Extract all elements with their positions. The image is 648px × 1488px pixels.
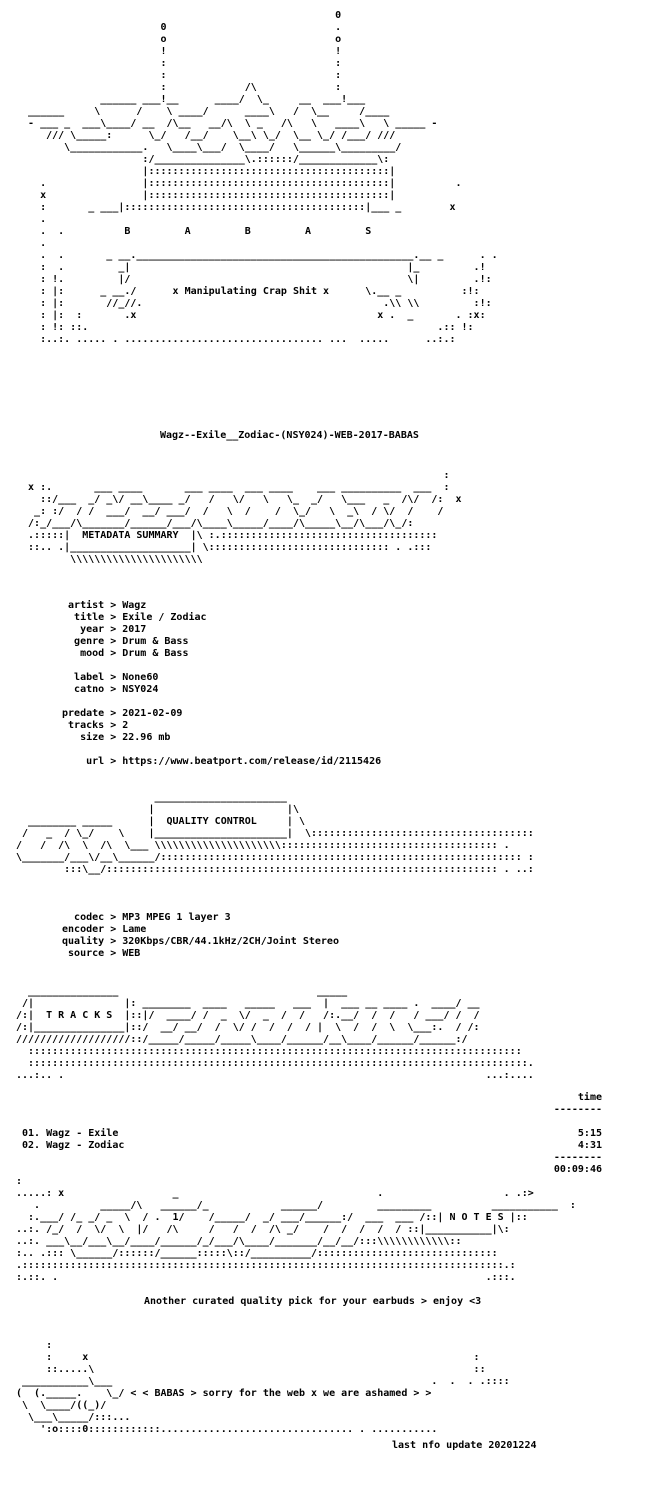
metadata-value: None60	[122, 672, 159, 683]
ascii-art-line: o o	[16, 34, 342, 45]
separator: >	[104, 684, 123, 695]
ascii-art-line: _: :/ / / ___/ __/ ___/ / \ / / \_/ \ _\ / \/ / /	[16, 506, 444, 517]
ascii-art-line: .....: x _ . . .:>	[16, 1188, 534, 1199]
ascii-art-line: \_______/___\/__\______/:::::::::::::::::::::::::::::::::::::::::::::::::::::::::::: :	[16, 852, 534, 863]
ascii-art-line: ______ \ / \ ____/ ____\ / \__ /____	[16, 106, 390, 117]
ascii-art-line: | |\	[16, 804, 299, 815]
ascii-art-line: : |: : .x x . _ . :x:	[16, 310, 486, 321]
separator: >	[104, 600, 123, 611]
metadata-key: catno	[56, 684, 105, 695]
track-title: Wagz - Zodiac	[46, 1140, 125, 1151]
metadata-key: quality	[56, 936, 105, 947]
track-list	[22, 1092, 602, 1176]
divider: --------	[553, 1152, 602, 1163]
ascii-art-line: :.___/ /_ _/ _ \ / . 1/ /_____/ _/ ___/______:/ ___ ___ /::| N O T E S |::	[16, 1212, 528, 1223]
separator: >	[104, 636, 123, 647]
metadata-key: predate	[56, 708, 105, 719]
metadata-value: 2	[122, 720, 129, 731]
metadata-row	[56, 600, 381, 612]
footer-ascii-art	[16, 1340, 510, 1436]
ascii-art-line: ':o::::0::::::::::::................................ . ...........	[16, 1424, 438, 1435]
metadata-key: source	[56, 948, 105, 959]
track-time: 4:31	[577, 1140, 602, 1151]
ascii-art-line: . _____/\ ______/_ ______/ _________ ___________ :	[16, 1200, 576, 1211]
ascii-art-line: ___________\___ . . . .::::	[16, 1376, 510, 1387]
metadata-key: artist	[56, 600, 105, 611]
separator: >	[104, 648, 123, 659]
metadata-row	[56, 672, 381, 684]
metadata-key: mood	[56, 648, 105, 659]
metadata-value: https://www.beatport.com/release/id/2115426	[122, 756, 382, 767]
separator: >	[104, 732, 123, 743]
ascii-art-line: 0 .	[16, 22, 342, 33]
separator: >	[104, 948, 123, 959]
ascii-art-line: ( (._____. \_/ < < BABAS > sorry for the web x we are ashamed > >	[16, 1388, 432, 1399]
ascii-art-line: /// \_____: \_/ /__/ \__\ \_/ \__ \_/ /___/ ///	[16, 130, 396, 141]
ascii-art-line: \____________. \____\___/ \____/ \______\_________/	[16, 142, 402, 153]
metadata-row	[56, 912, 339, 924]
divider: --------	[553, 1104, 602, 1115]
ascii-art-line: ..:. /_/ / \/ \ |/ /\ / / / /\ _/ / / / / / ::|___________|\:	[16, 1224, 510, 1235]
ascii-art-line: \\\\\\\\\\\\\\\\\\\\\\	[16, 554, 203, 565]
tracks-banner	[16, 986, 534, 1082]
ascii-art-line: x |::::::::::::::::::::::::::::::::::::::::|	[16, 190, 396, 201]
track-row	[22, 1128, 602, 1140]
ascii-art-line: 0	[16, 10, 342, 21]
separator: >	[104, 612, 123, 623]
metadata-value: MP3 MPEG 1 layer 3	[122, 912, 231, 923]
separator: >	[104, 624, 123, 635]
metadata-row	[56, 708, 381, 720]
notes-banner	[16, 1176, 576, 1284]
ascii-art-line: ______________________	[16, 792, 287, 803]
metadata-row	[56, 732, 381, 744]
ascii-art-line: :..:. ..... . ................................. ... ..... ..:.:	[16, 334, 456, 345]
track-number: 01.	[22, 1128, 41, 1139]
metadata-value: 22.96 mb	[122, 732, 171, 743]
metadata-row	[56, 756, 381, 768]
metadata-row	[56, 936, 339, 948]
metadata-value: Drum & Bass	[122, 636, 189, 647]
separator: >	[104, 924, 123, 935]
ascii-art-line: ///////////////////::/_____/_____/_____\____/______/__\____/______/______:/	[16, 1034, 468, 1045]
metadata-value: 320Kbps/CBR/44.1kHz/2CH/Joint Stereo	[122, 936, 339, 947]
metadata-key: codec	[56, 912, 105, 923]
metadata-row	[56, 948, 339, 960]
metadata-value: Wagz	[122, 600, 147, 611]
ascii-art-line: \ \____/((_)/	[16, 1400, 107, 1411]
ascii-art-line: ______ ___!__ ____/ \_ __ ___!___	[16, 94, 366, 105]
track-row	[22, 1140, 602, 1152]
ascii-art-line: : :	[16, 70, 342, 81]
ascii-art-line: :.. .::: \______/::::::/______:::::\::/__________/::::::::::::::::::::::::::::::	[16, 1248, 498, 1259]
ascii-art-line: :	[16, 1176, 23, 1187]
ascii-art-line: : x :	[16, 1352, 480, 1363]
metadata-key: tracks	[56, 720, 105, 731]
total-time: 00:09:46	[553, 1164, 602, 1175]
ascii-art-line: ::.. .|____________________| \:::::::::::::::::::::::::::::: . .:::	[16, 542, 432, 553]
ascii-art-line: \___\_____/:::...	[16, 1412, 131, 1423]
track-time: 5:15	[577, 1128, 602, 1139]
ascii-art-line: : !. |/ \| .!:	[16, 274, 492, 285]
separator: >	[104, 720, 123, 731]
metadata-row	[56, 648, 381, 660]
ascii-art-line: : |: //_//. .\\ \\ :!:	[16, 298, 492, 309]
ascii-art-line: /:|_______________|::/ __/ __/ / \/ / / / / | \ / / \ \___:. / /:	[16, 1022, 480, 1033]
metadata-row	[56, 924, 339, 936]
spacer	[56, 744, 381, 756]
ascii-art-line: : !: ::. .:: !:	[16, 322, 474, 333]
ascii-art-line: .:::::| METADATA SUMMARY |\ :.::::::::::::::::::::::::::::::::::::	[16, 530, 438, 541]
metadata-key: size	[56, 732, 105, 743]
metadata-row	[56, 624, 381, 636]
ascii-art-line: ! !	[16, 46, 342, 57]
ascii-art-line: :/_______________\.::::::/_____________\:	[16, 154, 390, 165]
ascii-art-line: ..:. ___\__/___\__/____/______/_/___/\____/_______/__/__/:::\\\\\\\\\\\\::	[16, 1236, 462, 1247]
ascii-art-line: :.::. . .:::.	[16, 1272, 516, 1283]
ascii-art-line: /:_/___/\_______/______/___/\____\_____/____/\_____\__/\___/\_/:	[16, 518, 414, 529]
ascii-art-line: : . _| |_ .!	[16, 262, 486, 273]
metadata-value: NSY024	[122, 684, 159, 695]
metadata-value: 2021-02-09	[122, 708, 183, 719]
metadata-row	[56, 684, 381, 696]
metadata-key: year	[56, 624, 105, 635]
metadata-key: label	[56, 672, 105, 683]
metadata-row	[56, 636, 381, 648]
metadata-value: Lame	[122, 924, 147, 935]
separator: >	[104, 672, 123, 683]
quality-list	[56, 912, 339, 960]
ascii-art-line: ::::::::::::::::::::::::::::::::::::::::::::::::::::::::::::::::::::::::::::::::::	[16, 1046, 522, 1057]
separator: >	[104, 756, 123, 767]
metadata-summary-banner	[16, 470, 462, 566]
metadata-key: url	[56, 756, 105, 767]
ascii-art-line: : /\ :	[16, 82, 342, 93]
ascii-art-line: . |::::::::::::::::::::::::::::::::::::::::| .	[16, 178, 462, 189]
quality-control-banner	[16, 792, 534, 876]
metadata-key: title	[56, 612, 105, 623]
ascii-art-line: / _ / \_/ \ |______________________| \:::::::::::::::::::::::::::::::::::::	[16, 828, 534, 839]
ascii-art-line: :	[16, 1340, 53, 1351]
ascii-art-line: .	[16, 238, 47, 249]
metadata-list	[56, 600, 381, 768]
ascii-art-line: : :	[16, 58, 342, 69]
ascii-art-line: / / /\ \ /\ \___ \\\\\\\\\\\\\\\\\\\\\:::::::::::::::::::::::::::::::::::: .	[16, 840, 510, 851]
notes-text: Another curated quality pick for your earbuds > enjoy <3	[144, 1296, 482, 1307]
ascii-art-line: ::/___ _/ _\/ __\____ _/ / \/ \ \_ _/ \___ _ /\/ /: x	[16, 494, 462, 505]
ascii-art-line: . . _ __.______________________________________________.__ _ . .	[16, 250, 498, 261]
separator: >	[104, 936, 123, 947]
ascii-art-line: .	[16, 214, 47, 225]
metadata-key: encoder	[56, 924, 105, 935]
ascii-art-line: x :. ___ ____ ___ ____ ___ ____ ___ __________ ___ :	[16, 482, 450, 493]
time-header: time	[577, 1092, 602, 1103]
metadata-value: Exile / Zodiac	[122, 612, 207, 623]
ascii-art-line: :::\__/::::::::::::::::::::::::::::::::::::::::::::::::::::::::::::::::: . ..:	[16, 864, 534, 875]
ascii-art-line: - ___ _ ___\____/ __ /\__ __/\ \ _ /\ \ ____\ \ _____ -	[16, 118, 438, 129]
metadata-row	[56, 612, 381, 624]
ascii-art-line: /:| T R A C K S |::|/ ____/ / _ \/ _ / / /:.__/ / / / ___/ / /	[16, 1010, 480, 1021]
ascii-art-line: ::.....\ ::	[16, 1364, 486, 1375]
last-update: last nfo update 20201224	[392, 1440, 537, 1451]
ascii-art-line: ...:.. . ...:....	[16, 1070, 534, 1081]
spacer	[22, 1116, 602, 1128]
spacer	[56, 660, 381, 672]
header-ascii-art	[16, 10, 498, 346]
metadata-key: genre	[56, 636, 105, 647]
release-name: Wagz--Exile__Zodiac-(NSY024)-WEB-2017-BABAS	[160, 430, 419, 441]
ascii-art-line: :::::::::::::::::::::::::::::::::::::::::::::::::::::::::::::::::::::::::::::::::::.	[16, 1058, 534, 1069]
ascii-art-line: /| |: ________ ____ _____ ___ | ___ __ ____ . ____/ __	[16, 998, 480, 1009]
metadata-row	[56, 720, 381, 732]
ascii-art-line: :	[16, 470, 450, 481]
ascii-art-line: : |: _ __./ x Manipulating Crap Shit x \.__ _ :!:	[16, 286, 480, 297]
ascii-art-line: . . B A B A S	[16, 226, 372, 237]
metadata-value: Drum & Bass	[122, 648, 189, 659]
track-title: Wagz - Exile	[46, 1128, 119, 1139]
ascii-art-line: |::::::::::::::::::::::::::::::::::::::::|	[16, 166, 396, 177]
metadata-value: 2017	[122, 624, 147, 635]
ascii-art-line: .::::::::::::::::::::::::::::::::::::::::::::::::::::::::::::::::::::::::::::::::.:	[16, 1260, 516, 1271]
separator: >	[104, 912, 123, 923]
separator: >	[104, 708, 123, 719]
spacer	[56, 696, 381, 708]
ascii-art-line: ________ _____ | QUALITY CONTROL | \	[16, 816, 305, 827]
metadata-value: WEB	[122, 948, 141, 959]
ascii-art-line: _______________ _____	[16, 986, 348, 997]
track-number: 02.	[22, 1140, 41, 1151]
ascii-art-line: : _ ___|::::::::::::::::::::::::::::::::::::::::|___ _ x	[16, 202, 456, 213]
